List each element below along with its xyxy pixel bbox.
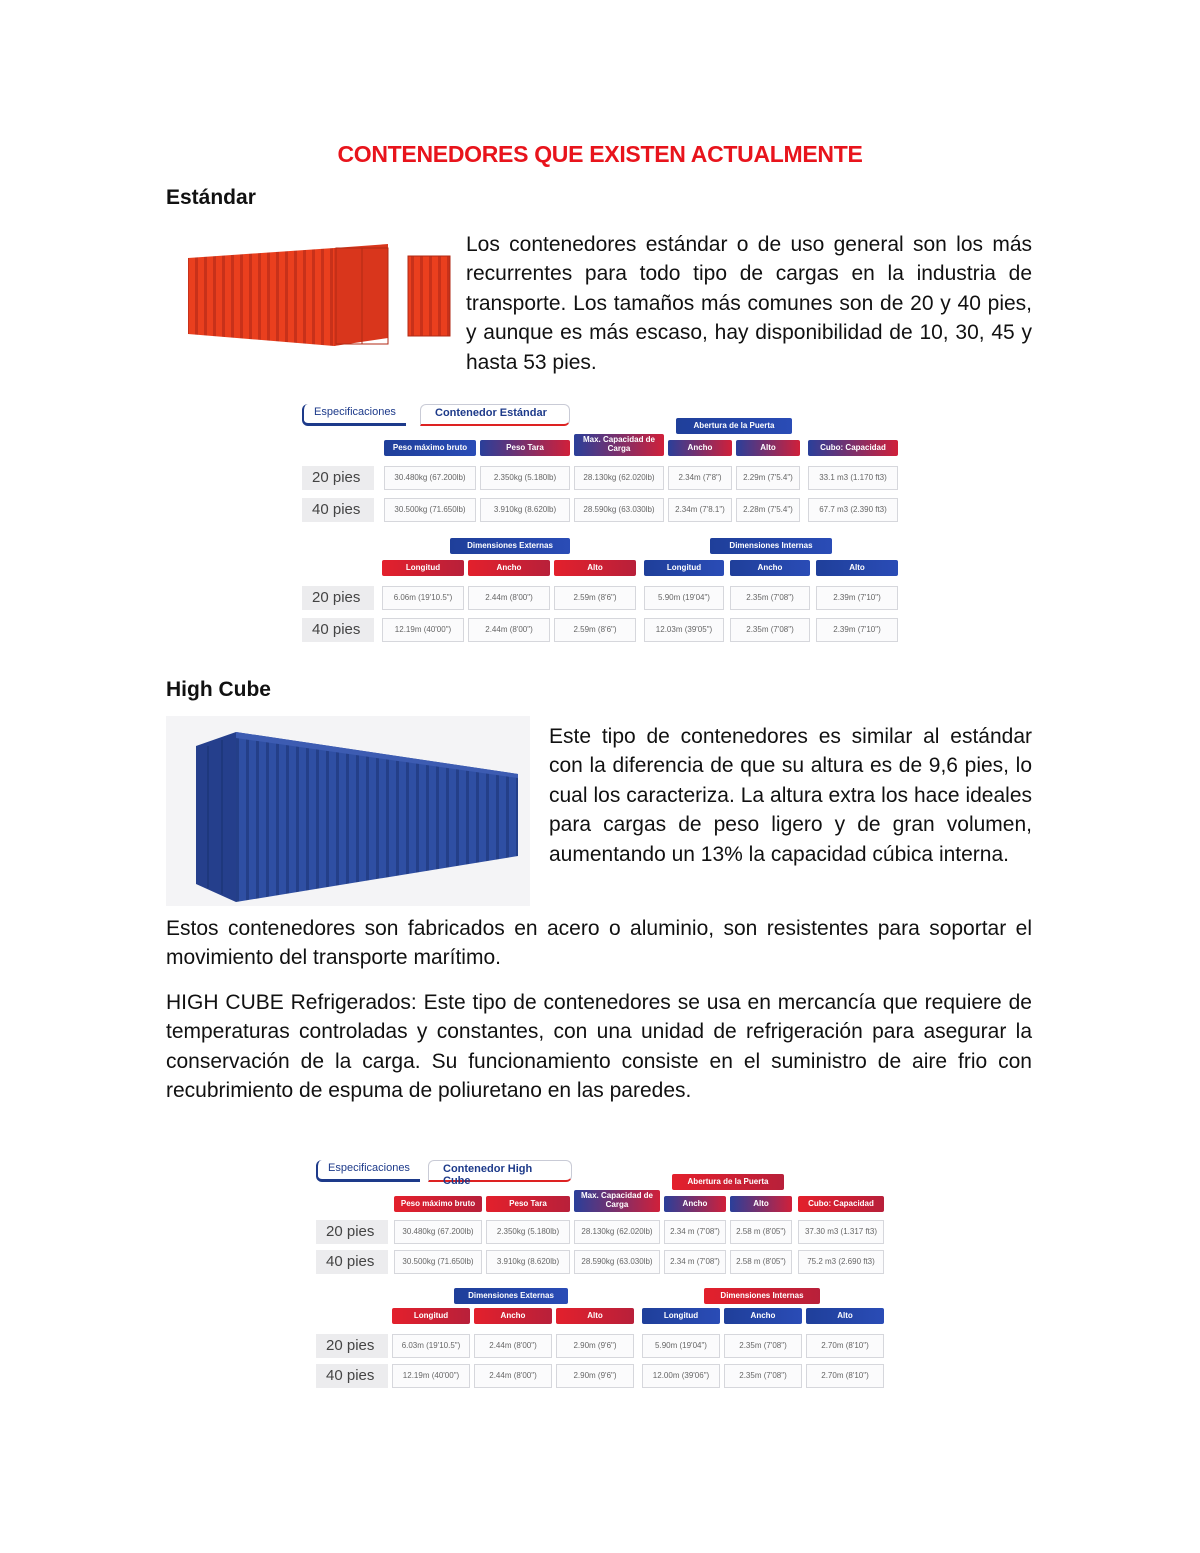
table-cell: 12.19m (40'00") — [382, 618, 464, 642]
header-col: Ancho — [474, 1308, 552, 1324]
table-cell: 2.90m (9'6") — [556, 1364, 634, 1388]
table-cell: 28.590kg (63.030lb) — [574, 498, 664, 522]
table-cell: 6.03m (19'10.5") — [392, 1334, 470, 1358]
table-cell: 2.70m (8'10") — [806, 1364, 884, 1388]
header-door-group: Abertura de la Puerta — [672, 1174, 784, 1190]
row-label: 40 pies — [302, 498, 374, 522]
header-col: Ancho — [730, 560, 810, 576]
header-col: Alto — [554, 560, 636, 576]
header-col: Longitud — [642, 1308, 720, 1324]
table-cell: 30.480kg (67.200lb) — [394, 1220, 482, 1244]
table-cell: 33.1 m3 (1.170 ft3) — [808, 466, 898, 490]
header-col: Max. Capacidad de Carga — [574, 434, 664, 456]
header-col: Longitud — [644, 560, 724, 576]
table-cell: 2.70m (8'10") — [806, 1334, 884, 1358]
table-cell: 2.44m (8'00") — [474, 1334, 552, 1358]
spec-table-estandar — [302, 404, 902, 644]
table-cell: 30.480kg (67.200lb) — [384, 466, 476, 490]
header-col: Alto — [806, 1308, 884, 1324]
table-cell: 5.90m (19'04") — [644, 586, 724, 610]
paragraph-high-cube-refrigerados: HIGH CUBE Refrigerados: Este tipo de contenedores se usa en mercancía que requiere de temperaturas controladas y constantes, con una unidad de refrigeración para asegurar la conservación de la carga. Su funcionamiento consiste en el suministro de aire frio con recubrimiento de espuma de poliuretano en las paredes. — [166, 991, 1032, 1103]
table-cell: 2.44m (8'00") — [468, 618, 550, 642]
header-col: Cubo: Capacidad — [808, 440, 898, 456]
table-cell: 6.06m (19'10.5") — [382, 586, 464, 610]
table-cell: 28.130kg (62.020lb) — [574, 466, 664, 490]
table-cell: 2.39m (7'10") — [816, 618, 898, 642]
row-label: 40 pies — [316, 1364, 388, 1388]
table-cell: 3.910kg (8.620lb) — [480, 498, 570, 522]
table-cell: 2.39m (7'10") — [816, 586, 898, 610]
table-cell: 2.29m (7'5.4") — [736, 466, 800, 490]
header-col: Ancho — [724, 1308, 802, 1324]
row-label: 40 pies — [316, 1250, 388, 1274]
table-cell: 2.34m (7'8.1") — [668, 498, 732, 522]
header-col: Peso Tara — [480, 440, 570, 456]
table-cell: 30.500kg (71.650lb) — [394, 1250, 482, 1274]
table-cell: 2.350kg (5.180lb) — [480, 466, 570, 490]
spec-table-high-cube — [316, 1160, 888, 1390]
table-cell: 2.44m (8'00") — [474, 1364, 552, 1388]
table-cell: 2.34 m (7'08") — [664, 1220, 726, 1244]
high-cube-container-image — [166, 716, 530, 906]
table-cell: 5.90m (19'04") — [642, 1334, 720, 1358]
table-cell: 2.35m (7'08") — [730, 586, 810, 610]
header-col: Alto — [816, 560, 898, 576]
table-cell: 2.350kg (5.180lb) — [486, 1220, 570, 1244]
table-cell: 2.59m (8'6") — [554, 586, 636, 610]
table-cell: 30.500kg (71.650lb) — [384, 498, 476, 522]
header-ext-group: Dimensiones Externas — [454, 1288, 568, 1304]
table-cell: 12.19m (40'00") — [392, 1364, 470, 1388]
header-col: Longitud — [382, 560, 464, 576]
table-cell: 28.590kg (63.030lb) — [574, 1250, 660, 1274]
header-int-group: Dimensiones Internas — [710, 538, 832, 554]
tab-contenedor: Contenedor High Cube — [428, 1160, 572, 1182]
header-col: Ancho — [468, 560, 550, 576]
header-col: Peso Tara — [486, 1196, 570, 1212]
table-cell: 28.130kg (62.020lb) — [574, 1220, 660, 1244]
row-label: 20 pies — [316, 1220, 388, 1244]
header-col: Alto — [736, 440, 800, 456]
table-cell: 2.44m (8'00") — [468, 586, 550, 610]
row-label: 20 pies — [302, 586, 374, 610]
row-label: 20 pies — [316, 1334, 388, 1358]
table-cell: 37.30 m3 (1.317 ft3) — [798, 1220, 884, 1244]
paragraph-estandar: Los contenedores estándar o de uso general son los más recurrentes para todo tipo de cargas en la industria de transporte. Los tamaños más comunes son de 20 y 40 pies, y aunque es más escaso, hay disponibilidad de 10, 30, 45 y hasta 53 pies. — [466, 233, 1032, 374]
table-cell: 2.58 m (8'05") — [730, 1220, 792, 1244]
table-cell: 12.03m (39'05") — [644, 618, 724, 642]
table-cell: 2.90m (9'6") — [556, 1334, 634, 1358]
table-cell: 2.28m (7'5.4") — [736, 498, 800, 522]
header-door-group: Abertura de la Puerta — [676, 418, 792, 434]
header-col: Longitud — [392, 1308, 470, 1324]
table-cell: 2.34m (7'8") — [668, 466, 732, 490]
table-cell: 67.7 m3 (2.390 ft3) — [808, 498, 898, 522]
header-col: Max. Capacidad de Carga — [574, 1190, 660, 1212]
heading-high-cube: High Cube — [166, 678, 271, 701]
header-col: Cubo: Capacidad — [798, 1196, 884, 1212]
table-cell: 2.35m (7'08") — [730, 618, 810, 642]
standard-container-image — [186, 230, 456, 350]
tab-contenedor: Contenedor Estándar — [420, 404, 570, 426]
table-cell: 2.58 m (8'05") — [730, 1250, 792, 1274]
tab-especificaciones: Especificaciones — [316, 1160, 420, 1182]
row-label: 40 pies — [302, 618, 374, 642]
page-title: CONTENEDORES QUE EXISTEN ACTUALMENTE — [337, 141, 863, 167]
table-cell: 2.59m (8'6") — [554, 618, 636, 642]
header-ext-group: Dimensiones Externas — [450, 538, 570, 554]
row-label: 20 pies — [302, 466, 374, 490]
heading-estandar: Estándar — [166, 186, 256, 209]
header-col: Ancho — [664, 1196, 726, 1212]
paragraph-high-cube-2: Estos contenedores son fabricados en acero o aluminio, son resistentes para soportar el movimiento del transporte marítimo. — [166, 917, 1032, 970]
header-col: Alto — [556, 1308, 634, 1324]
table-cell: 2.35m (7'08") — [724, 1334, 802, 1358]
table-cell: 12.00m (39'06") — [642, 1364, 720, 1388]
table-cell: 3.910kg (8.620lb) — [486, 1250, 570, 1274]
header-col: Peso máximo bruto — [384, 440, 476, 456]
paragraph-high-cube: Este tipo de contenedores es similar al estándar con la diferencia de que su altura es de 9,6 pies, lo cual los caracteriza. La altura extra los hace ideales para cargas de peso ligero y de gran volumen, aumentando un 13% la capacidad cúbica interna. — [549, 725, 1032, 866]
table-cell: 75.2 m3 (2.690 ft3) — [798, 1250, 884, 1274]
table-cell: 2.35m (7'08") — [724, 1364, 802, 1388]
header-col: Alto — [730, 1196, 792, 1212]
header-col: Peso máximo bruto — [394, 1196, 482, 1212]
header-int-group: Dimensiones Internas — [704, 1288, 820, 1304]
header-col: Ancho — [668, 440, 732, 456]
table-cell: 2.34 m (7'08") — [664, 1250, 726, 1274]
tab-especificaciones: Especificaciones — [302, 404, 406, 426]
